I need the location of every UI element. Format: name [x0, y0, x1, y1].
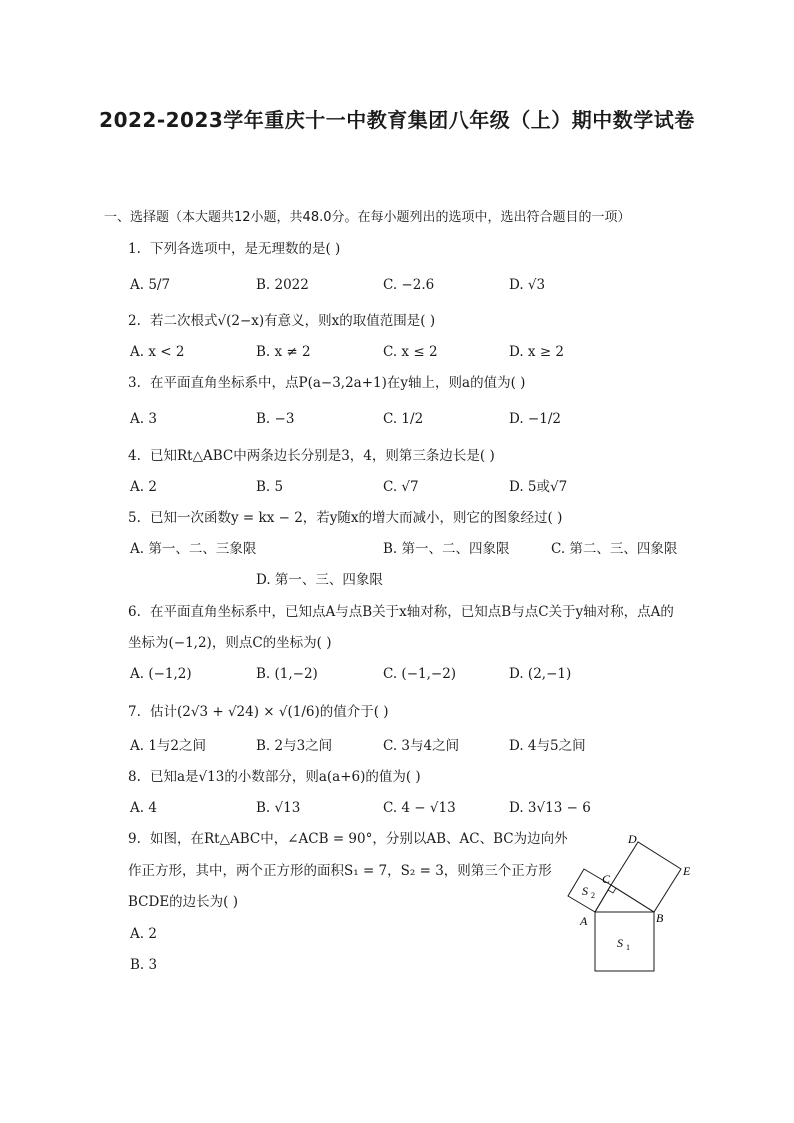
- section-heading: 一、选择题（本大题共12小题，共48.0分。在每小题列出的选项中，选出符合题目的一项）: [104, 210, 631, 225]
- square-bcde: [611, 842, 681, 912]
- q6-option-d[interactable]: D. (2,−1): [509, 666, 572, 682]
- geometry-figure: [565, 830, 700, 980]
- q4-option-d[interactable]: D. 5或√7: [509, 479, 568, 495]
- page-title: 2022-2023学年重庆十一中教育集团八年级（上）期中数学试卷: [99, 108, 695, 132]
- label-e: E: [683, 864, 691, 878]
- q1-option-a[interactable]: A. 5/7: [130, 277, 171, 293]
- q1-option-d[interactable]: D. √3: [509, 277, 546, 293]
- q7-option-d[interactable]: D. 4与5之间: [509, 738, 586, 754]
- question-4: 4. 已知Rt△ABC中两条边长分别是3，4，则第三条边长是( ): [128, 448, 495, 464]
- question-5: 5. 已知一次函数y = kx − 2，若y随x的增大而减小，则它的图象经过( ): [128, 510, 563, 526]
- q2-option-d[interactable]: D. x ≥ 2: [509, 344, 565, 360]
- q4-option-c[interactable]: C. √7: [383, 479, 419, 495]
- q3-option-a[interactable]: A. 3: [130, 411, 157, 427]
- q5-option-c[interactable]: C. 第二、三、四象限: [551, 541, 678, 557]
- q6-option-b[interactable]: B. (1,−2): [256, 666, 318, 682]
- question-6: 6. 在平面直角坐标系中，已知点A与点B关于x轴对称，已知点B与点C关于y轴对称，点A的: [128, 604, 674, 620]
- q8-option-b[interactable]: B. √13: [256, 800, 301, 816]
- q3-option-c[interactable]: C. 1/2: [383, 411, 424, 427]
- label-b: B: [656, 911, 664, 925]
- q1-option-c[interactable]: C. −2.6: [383, 277, 435, 293]
- question-1: 1. 下列各选项中，是无理数的是( ): [128, 241, 341, 257]
- q5-option-a[interactable]: A. 第一、二、三象限: [130, 541, 257, 557]
- q2-option-a[interactable]: A. x < 2: [130, 344, 185, 360]
- question-2: 2. 若二次根式√(2−x)有意义，则x的取值范围是( ): [128, 313, 436, 329]
- q9-option-a[interactable]: A. 2: [130, 926, 157, 942]
- q9-option-b[interactable]: B. 3: [130, 957, 158, 973]
- label-s2: S: [582, 884, 588, 898]
- question-8: 8. 已知a是√13的小数部分，则a(a+6)的值为( ): [128, 769, 421, 785]
- square-s1: [595, 912, 654, 971]
- q8-option-a[interactable]: A. 4: [130, 800, 157, 816]
- question-7: 7. 估计(2√3 + √24) × √(1/6)的值介于( ): [128, 704, 389, 720]
- q3-option-d[interactable]: D. −1/2: [509, 411, 561, 427]
- label-s1: S: [617, 936, 623, 950]
- question-3: 3. 在平面直角坐标系中，点P(a−3,2a+1)在y轴上，则a的值为( ): [128, 375, 526, 391]
- q7-option-c[interactable]: C. 3与4之间: [383, 738, 460, 754]
- label-s2-sub: 2: [591, 891, 595, 900]
- label-d: D: [628, 832, 637, 846]
- q1-option-b[interactable]: B. 2022: [256, 277, 309, 293]
- q8-option-c[interactable]: C. 4 − √13: [383, 800, 456, 816]
- q8-option-d[interactable]: D. 3√13 − 6: [509, 800, 591, 816]
- q5-option-d[interactable]: D. 第一、三、四象限: [256, 572, 383, 588]
- label-s1-sub: 1: [626, 943, 630, 952]
- q6-option-a[interactable]: A. (−1,2): [130, 666, 192, 682]
- question-9-line3: BCDE的边长为( ): [128, 894, 239, 910]
- q3-option-b[interactable]: B. −3: [256, 411, 295, 427]
- q4-option-a[interactable]: A. 2: [130, 479, 157, 495]
- label-c: C: [602, 872, 611, 886]
- q6-option-c[interactable]: C. (−1,−2): [383, 666, 457, 682]
- q7-option-a[interactable]: A. 1与2之间: [130, 738, 207, 754]
- question-9-line2: 作正方形，其中，两个正方形的面积S₁ = 7，S₂ = 3，则第三个正方形: [128, 863, 552, 879]
- label-a: A: [580, 914, 588, 928]
- q7-option-b[interactable]: B. 2与3之间: [256, 738, 333, 754]
- q4-option-b[interactable]: B. 5: [256, 479, 284, 495]
- question-9: 9. 如图，在Rt△ABC中，∠ACB = 90°，分别以AB、AC、BC为边向外: [128, 831, 568, 847]
- squares-diagram: [565, 830, 700, 980]
- question-6-line2: 坐标为(−1,2)，则点C的坐标为( ): [128, 635, 332, 651]
- q5-option-b[interactable]: B. 第一、二、四象限: [383, 541, 510, 557]
- triangle-acb: [595, 885, 654, 912]
- q2-option-b[interactable]: B. x ≠ 2: [256, 344, 311, 360]
- q2-option-c[interactable]: C. x ≤ 2: [383, 344, 438, 360]
